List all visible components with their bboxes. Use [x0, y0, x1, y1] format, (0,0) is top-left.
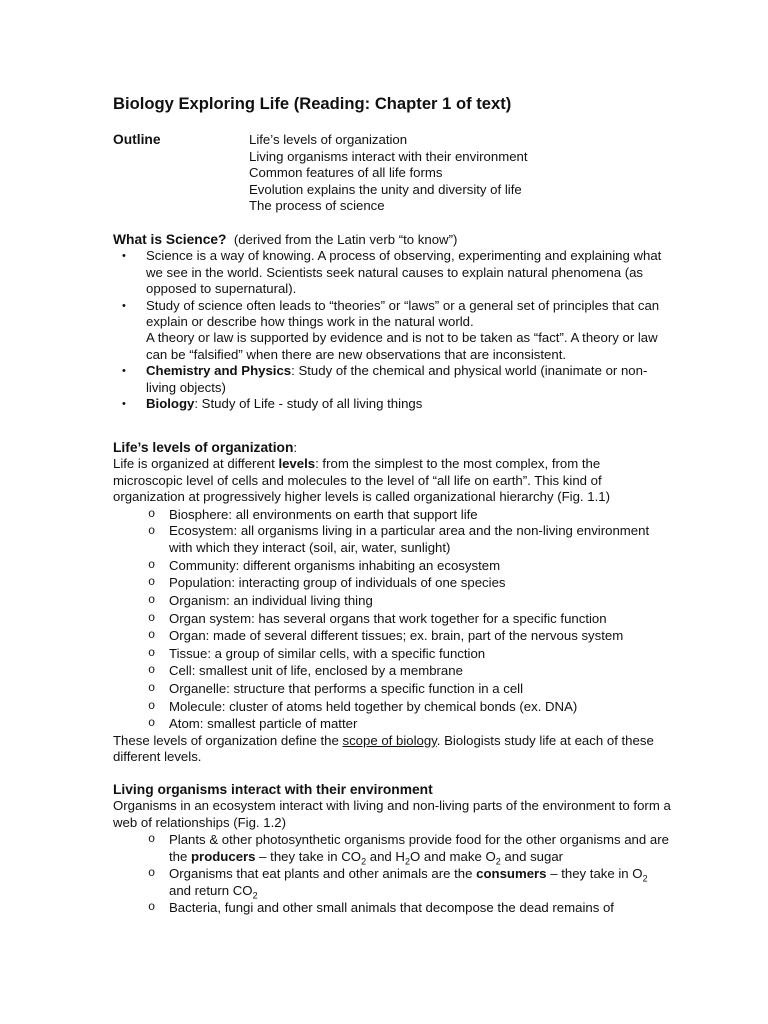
- list-item-text: Organelle: structure that performs a specific function in a cell: [169, 680, 524, 696]
- list-item-text: Organ system: has several organs that work together for a specific function: [169, 610, 607, 626]
- subscript: 2: [361, 856, 367, 867]
- subscript: 2: [642, 873, 648, 884]
- list-item-text: and H: [366, 849, 405, 865]
- list-item-text: Bacteria, fungi and other small animals that decompose the dead remains of: [169, 900, 614, 916]
- list-item: [113, 506, 673, 524]
- subscript: 2: [404, 856, 410, 867]
- outline-item: Living organisms interact with their environment: [249, 148, 528, 164]
- science-heading-line: [113, 232, 673, 248]
- bullet-marker: •: [122, 365, 126, 378]
- outline-heading: Outline: [113, 132, 161, 147]
- outline-item: Common features of all life forms: [249, 165, 443, 180]
- levels-heading-line: [113, 440, 673, 456]
- list-marker: o: [148, 900, 156, 915]
- list-marker: o: [148, 645, 156, 660]
- bullet-marker: •: [122, 250, 126, 263]
- bullet-text: : Study of the chemical and physical world (inanimate or non-living objects): [146, 363, 648, 395]
- science-section: [113, 232, 673, 412]
- list-marker: o: [148, 575, 156, 590]
- science-bullets: [113, 248, 673, 412]
- list-item: [113, 298, 673, 364]
- levels-closing-text: . Biologists study life at each of these different levels.: [113, 732, 654, 765]
- levels-list: [113, 506, 673, 733]
- list-item-text: – they take in CO: [255, 849, 362, 865]
- subscript: 2: [495, 856, 501, 867]
- list-marker: o: [148, 557, 156, 572]
- list-item: [113, 645, 673, 663]
- list-item-text: Biosphere: all environments on earth that support life: [169, 506, 478, 522]
- document-title: Biology Exploring Life (Reading: Chapter 1 of text): [113, 94, 512, 113]
- list-item: [113, 557, 673, 575]
- list-marker: o: [148, 832, 156, 847]
- list-item: [113, 865, 673, 899]
- list-item: [113, 610, 673, 628]
- levels-intro-bold: levels: [278, 456, 316, 472]
- list-item: [113, 396, 673, 412]
- bullet-text: : Study of Life - study of all living things: [194, 396, 423, 412]
- list-item-text: Tissue: a group of similar cells, with a specific function: [169, 645, 486, 661]
- list-item-text: Organ: made of several different tissues; ex. brain, part of the nervous system: [169, 628, 624, 644]
- consumers-term: consumers: [476, 866, 547, 882]
- list-item-text: Cell: smallest unit of life, enclosed by a membrane: [169, 663, 463, 679]
- list-item: [113, 899, 673, 917]
- levels-section: [113, 440, 673, 766]
- levels-intro-text: : from the simplest to the most complex, from the microscopic level of cells and molecules to the level of “all life on earth”. This kind of organization at progressively higher levels is called organizational hierarchy (Fig. 1.1): [113, 456, 610, 505]
- list-item: [113, 523, 673, 557]
- list-item-text: Atom: smallest particle of matter: [169, 716, 358, 732]
- science-heading: What is Science?: [113, 232, 227, 247]
- list-item: [113, 680, 673, 698]
- environment-heading: Living organisms interact with their environment: [113, 782, 433, 797]
- list-marker: o: [148, 716, 156, 731]
- list-item-text: Molecule: cluster of atoms held together by chemical bonds (ex. DNA): [169, 698, 578, 714]
- bullet-extra-text: A theory or law is supported by evidence and is not to be taken as “fact”. A theory or law can be “falsified” when there are new observations that are inconsistent.: [146, 330, 658, 362]
- bullet-marker: •: [122, 299, 126, 312]
- list-item-text: Ecosystem: all organisms living in a particular area and the non-living environment with which they interact (soil, air, water, sunlight): [169, 523, 650, 556]
- list-item: [113, 363, 673, 396]
- bullet-text: Study of science often leads to “theories” or “laws” or a general set of principles that can explain or describe how things work in the natural world.: [146, 297, 660, 330]
- outline-item: The process of science: [249, 198, 385, 213]
- list-item-text: Organism: an individual living thing: [169, 593, 373, 608]
- list-item: [113, 698, 673, 716]
- list-item-text: Plants & other photosynthetic organisms provide food for the other organisms and are the: [169, 832, 669, 865]
- science-note: (derived from the Latin verb “to know”): [233, 232, 458, 247]
- list-item: [113, 574, 673, 592]
- list-marker: o: [148, 866, 156, 881]
- levels-heading: Life’s levels of organization: [113, 440, 294, 455]
- list-item-text: Community: different organisms inhabiting an ecosystem: [169, 557, 501, 573]
- levels-heading-suffix: :: [293, 440, 298, 455]
- bullet-marker: •: [122, 398, 126, 411]
- environment-section: [113, 782, 673, 917]
- outline-list: [249, 132, 528, 215]
- levels-intro: [113, 456, 673, 505]
- list-marker: o: [148, 610, 156, 625]
- list-item: [113, 831, 673, 865]
- list-item-text: Organisms that eat plants and other animals are the: [169, 866, 477, 882]
- list-marker: o: [148, 506, 156, 521]
- list-item: [113, 627, 673, 645]
- list-marker: o: [148, 680, 156, 695]
- outline-item: Evolution explains the unity and diversity of life: [249, 181, 522, 197]
- list-marker: o: [148, 628, 156, 643]
- levels-closing-text: These levels of organization define the: [113, 732, 343, 748]
- list-item: [113, 662, 673, 680]
- list-item-text: and return CO: [169, 883, 253, 899]
- bullet-text: Science is a way of knowing. A process of observing, experimenting and explaining what we see in the world. Scientists seek natural causes to explain natural phenomena (as opposed to supernatural).: [146, 248, 662, 297]
- list-marker: o: [148, 663, 156, 678]
- subscript: 2: [252, 890, 258, 901]
- list-item-text: – they take in O: [546, 866, 643, 882]
- bullet-label: Biology: [146, 396, 195, 412]
- list-item-text: Population: interacting group of individuals of one species: [169, 575, 506, 591]
- bullet-label: Chemistry and Physics: [146, 363, 292, 379]
- outline-item: Life’s levels of organization: [249, 132, 408, 147]
- environment-list: [113, 831, 673, 917]
- list-item: [113, 248, 673, 297]
- levels-intro-text: Life is organized at different: [113, 456, 279, 472]
- list-marker: o: [148, 698, 156, 713]
- list-marker: o: [148, 593, 156, 607]
- list-item: [113, 715, 673, 733]
- scope-of-biology-link: scope of biology: [342, 732, 437, 748]
- producers-term: producers: [191, 849, 256, 865]
- environment-intro: Organisms in an ecosystem interact with living and non-living parts of the environment to form a web of relationships (Fig. 1.2): [113, 798, 671, 830]
- list-item-text: O and make O: [409, 849, 496, 865]
- list-item: [113, 592, 673, 610]
- levels-closing: [113, 733, 673, 766]
- list-marker: o: [148, 524, 156, 539]
- list-item-text: and sugar: [500, 849, 564, 865]
